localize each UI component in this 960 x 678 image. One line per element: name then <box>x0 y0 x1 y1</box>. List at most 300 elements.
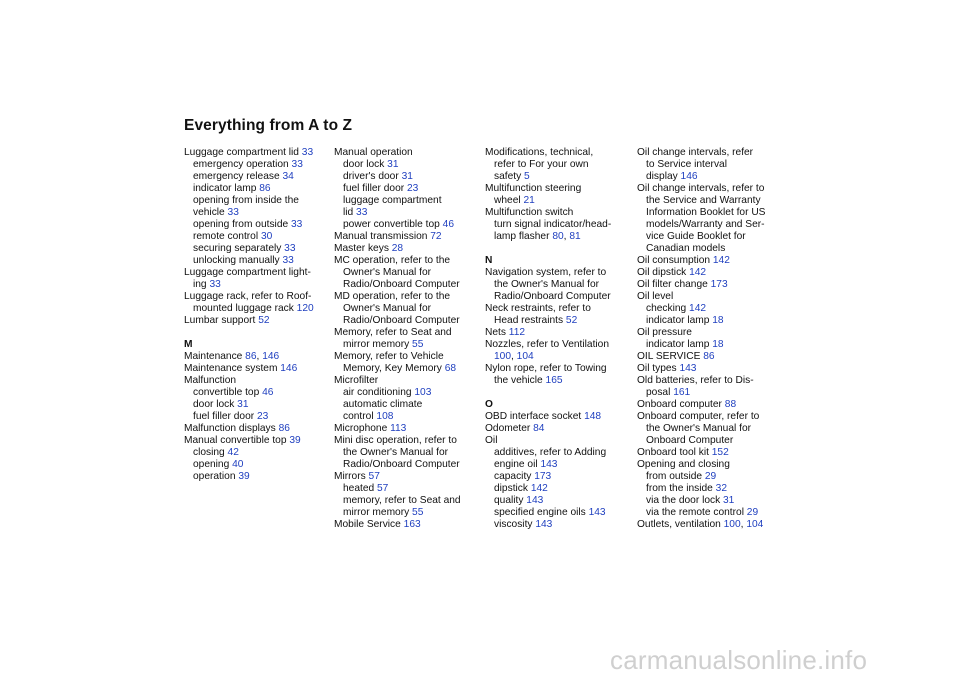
index-subentry <box>334 159 480 171</box>
page-link[interactable]: 152 <box>711 447 729 458</box>
entry-text: Onboard tool kit <box>637 447 712 458</box>
entry-text: display <box>646 171 681 182</box>
entry-text: Manual transmission <box>334 231 431 242</box>
index-subentry <box>485 471 631 483</box>
entry-text: control <box>343 411 377 422</box>
index-subentry <box>637 159 783 171</box>
page-link[interactable]: 143 <box>535 519 553 530</box>
page-link[interactable]: 33 <box>290 219 303 230</box>
index-subentry <box>485 351 631 363</box>
index-subentry <box>485 195 631 207</box>
index-subentry <box>184 471 330 483</box>
entry-text: Oil filter change <box>637 279 711 290</box>
page-link[interactable]: 68 <box>444 363 457 374</box>
index-subentry <box>485 519 631 531</box>
index-subentry <box>637 171 783 183</box>
page-link[interactable]: 112 <box>508 327 526 338</box>
index-entry <box>334 423 480 435</box>
entry-text: Oil dipstick <box>637 267 690 278</box>
page-link[interactable]: 5 <box>524 171 530 182</box>
page-link[interactable]: 86 <box>278 423 290 434</box>
page-link[interactable]: 100 <box>494 351 511 362</box>
entry-text: wheel <box>494 195 524 206</box>
index-subentry <box>334 495 480 507</box>
page-link[interactable]: 142 <box>689 303 707 314</box>
index-subentry <box>637 219 783 231</box>
index-subentry <box>184 447 330 459</box>
entry-text: Luggage rack, refer to Roof- <box>184 291 312 302</box>
index-subentry <box>184 387 330 399</box>
entry-text: vehicle <box>193 207 228 218</box>
index-entry <box>184 291 330 303</box>
index-entry <box>184 375 330 387</box>
page-link[interactable]: 86 <box>703 351 715 362</box>
page-link[interactable]: 143 <box>679 363 697 374</box>
entry-text: Master keys <box>334 243 392 254</box>
page-link[interactable]: 28 <box>391 243 404 254</box>
entry-text: Mobile Service <box>334 519 404 530</box>
entry-text: , <box>256 351 263 362</box>
page-link[interactable]: 39 <box>238 471 250 482</box>
page-link[interactable]: 146 <box>280 363 298 374</box>
index-subentry <box>637 483 783 495</box>
page-link[interactable]: 103 <box>414 387 432 398</box>
index-column-3 <box>485 147 631 531</box>
index-subentry <box>485 291 631 303</box>
index-entry <box>485 423 631 435</box>
index-subentry <box>184 279 330 291</box>
index-subentry <box>184 207 330 219</box>
index-subentry <box>184 219 330 231</box>
entry-text: engine oil <box>494 459 541 470</box>
index-entry <box>485 303 631 315</box>
index-subentry <box>334 339 480 351</box>
page-link[interactable]: 148 <box>584 411 602 422</box>
entry-text: Oil change intervals, refer to <box>637 183 765 194</box>
index-column-1 <box>184 147 330 483</box>
page-link[interactable]: 81 <box>569 231 581 242</box>
page-link[interactable]: 33 <box>291 159 303 170</box>
index-entry <box>637 267 783 279</box>
index-subentry <box>485 495 631 507</box>
entry-text: viscosity <box>494 519 536 530</box>
index-entry <box>485 411 631 423</box>
entry-text: posal <box>646 387 674 398</box>
page-link[interactable]: 142 <box>530 483 548 494</box>
index-entry <box>637 447 783 459</box>
index-subentry <box>637 423 783 435</box>
entry-text: Multifunction steering <box>485 183 582 194</box>
index-subentry <box>334 459 480 471</box>
index-entry <box>485 339 631 351</box>
page-link[interactable]: 84 <box>533 423 545 434</box>
page-link[interactable]: 100 <box>723 519 741 530</box>
entry-text: the Owner's Manual for <box>343 447 448 458</box>
index-subentry <box>334 195 480 207</box>
page-link[interactable]: 23 <box>407 183 419 194</box>
entry-text: Outlets, ventilation <box>637 519 724 530</box>
page-link[interactable]: 32 <box>715 483 727 494</box>
entry-text: fuel filler door <box>343 183 407 194</box>
index-subentry <box>334 447 480 459</box>
entry-text: automatic climate <box>343 399 423 410</box>
entry-text: safety <box>494 171 525 182</box>
index-subentry <box>334 171 480 183</box>
entry-text: quality <box>494 495 527 506</box>
page-link[interactable]: 80 <box>552 231 564 242</box>
page-link[interactable]: 57 <box>377 483 389 494</box>
index-subentry <box>334 279 480 291</box>
page-link[interactable]: 161 <box>673 387 691 398</box>
index-subentry <box>334 303 480 315</box>
entry-text: Microphone <box>334 423 391 434</box>
entry-text: emergency release <box>193 171 283 182</box>
index-entry <box>184 423 330 435</box>
index-entry <box>334 291 480 303</box>
page-link[interactable]: 31 <box>237 399 249 410</box>
page-link[interactable]: 143 <box>526 495 544 506</box>
entry-text: luggage compartment <box>343 195 442 206</box>
index-subentry <box>184 183 330 195</box>
index-entry <box>637 399 783 411</box>
entry-text: Opening and closing <box>637 459 730 470</box>
entry-text: door lock <box>343 159 388 170</box>
index-subentry <box>334 363 480 375</box>
page-link[interactable]: 33 <box>282 255 294 266</box>
page-link[interactable]: 18 <box>712 315 724 326</box>
page-link[interactable]: 173 <box>534 471 552 482</box>
page-link[interactable]: 86 <box>245 351 257 362</box>
index-subentry <box>485 483 631 495</box>
page-link[interactable]: 29 <box>704 471 717 482</box>
page-link[interactable]: 146 <box>680 171 698 182</box>
page-title: Everything from A to Z <box>184 117 353 134</box>
spacer <box>485 243 631 255</box>
entry-text: Modifications, technical, <box>485 147 594 158</box>
entry-text: fuel filler door <box>193 411 257 422</box>
entry-text: the Owner's Manual for <box>646 423 751 434</box>
page-link[interactable]: 31 <box>387 159 399 170</box>
index-subentry <box>184 399 330 411</box>
index-entry <box>334 375 480 387</box>
index-entry <box>637 459 783 471</box>
entry-text: via the door lock <box>646 495 724 506</box>
index-subentry <box>334 183 480 195</box>
index-entry <box>637 351 783 363</box>
entry-text: indicator lamp <box>646 339 713 350</box>
entry-text: Navigation system, refer to <box>485 267 607 278</box>
entry-text: Radio/Onboard Computer <box>343 459 460 470</box>
entry-text: door lock <box>193 399 238 410</box>
page-link[interactable]: 143 <box>588 507 606 518</box>
index-subentry <box>334 267 480 279</box>
index-subentry <box>334 207 480 219</box>
index-entry <box>637 363 783 375</box>
page-link[interactable]: 33 <box>356 207 368 218</box>
entry-text: Onboard Computer <box>646 435 734 446</box>
index-entry <box>334 351 480 363</box>
entry-text: OIL SERVICE <box>637 351 704 362</box>
index-subentry <box>184 459 330 471</box>
page-link[interactable]: 52 <box>565 315 578 326</box>
entry-text: mirror memory <box>343 507 413 518</box>
page-link[interactable]: 146 <box>262 351 280 362</box>
entry-text: Nets <box>485 327 509 338</box>
index-entry <box>637 327 783 339</box>
index-entry <box>334 327 480 339</box>
page-link[interactable]: 31 <box>401 171 413 182</box>
page-link[interactable]: 42 <box>227 447 239 458</box>
entry-text: Canadian models <box>646 243 726 254</box>
entry-text: Oil change intervals, refer <box>637 147 754 158</box>
entry-text: Microfilter <box>334 375 379 386</box>
page-link[interactable]: 72 <box>430 231 442 242</box>
page-link[interactable]: 88 <box>724 399 737 410</box>
entry-text: from the inside <box>646 483 716 494</box>
page-link[interactable]: 163 <box>403 519 421 530</box>
entry-text: opening from inside the <box>193 195 299 206</box>
index-entry <box>184 147 330 159</box>
entry-text: capacity <box>494 471 535 482</box>
index-entry <box>637 519 783 531</box>
page-link[interactable]: 29 <box>746 507 759 518</box>
entry-text: Owner's Manual for <box>343 267 432 278</box>
entry-text: Maintenance <box>184 351 246 362</box>
index-subentry <box>184 195 330 207</box>
page-link[interactable]: 40 <box>232 459 244 470</box>
entry-text: Malfunction <box>184 375 237 386</box>
index-entry <box>184 267 330 279</box>
page-link[interactable]: 33 <box>301 147 314 158</box>
index-entry <box>184 435 330 447</box>
index-subentry <box>334 411 480 423</box>
entry-text: power convertible top <box>343 219 443 230</box>
entry-text: Multifunction switch <box>485 207 574 218</box>
entry-text: Manual operation <box>334 147 413 158</box>
page-link[interactable]: 104 <box>746 519 764 530</box>
entry-text: models/Warranty and Ser- <box>646 219 765 230</box>
index-subentry <box>485 159 631 171</box>
entry-text: indicator lamp <box>646 315 713 326</box>
index-subentry <box>184 411 330 423</box>
index-subentry <box>334 507 480 519</box>
page-link[interactable]: 18 <box>712 339 724 350</box>
index-entry <box>334 231 480 243</box>
page-link[interactable]: 30 <box>260 231 273 242</box>
page-link[interactable]: 173 <box>710 279 728 290</box>
entry-text: opening from outside <box>193 219 291 230</box>
entry-text: memory, refer to Seat and <box>343 495 461 506</box>
page-link[interactable]: 55 <box>412 507 424 518</box>
index-entry <box>637 411 783 423</box>
page-link[interactable]: 57 <box>368 471 380 482</box>
index-subentry <box>485 279 631 291</box>
index-entry <box>485 363 631 375</box>
section-letter <box>184 339 330 351</box>
entry-text: vice Guide Booklet for <box>646 231 746 242</box>
entry-text: the vehicle <box>494 375 546 386</box>
entry-text: refer to For your own <box>494 159 589 170</box>
page-link[interactable]: 143 <box>540 459 558 470</box>
index-entry <box>334 519 480 531</box>
index-subentry <box>485 315 631 327</box>
index-subentry <box>485 459 631 471</box>
index-subentry <box>637 387 783 399</box>
spacer <box>184 327 330 339</box>
entry-text: Oil types <box>637 363 680 374</box>
index-subentry <box>637 303 783 315</box>
index-entry <box>637 255 783 267</box>
entry-text: Maintenance system <box>184 363 281 374</box>
entry-text: operation <box>193 471 239 482</box>
index-subentry <box>334 387 480 399</box>
page-link[interactable]: 104 <box>516 351 534 362</box>
entry-text: convertible top <box>193 387 263 398</box>
page-link[interactable]: 108 <box>376 411 394 422</box>
spacer <box>485 387 631 399</box>
entry-text: MD operation, refer to the <box>334 291 451 302</box>
page-link[interactable]: 39 <box>289 435 301 446</box>
index-entry <box>637 279 783 291</box>
index-subentry <box>485 219 631 231</box>
index-subentry <box>334 315 480 327</box>
entry-text: Neck restraints, refer to <box>485 303 591 314</box>
entry-text: remote control <box>193 231 261 242</box>
index-subentry <box>637 231 783 243</box>
entry-text: OBD interface socket <box>485 411 585 422</box>
section-letter-text: M <box>184 339 193 350</box>
index-subentry <box>637 243 783 255</box>
index-subentry <box>637 195 783 207</box>
index-subentry <box>334 219 480 231</box>
entry-text: turn signal indicator/head- <box>494 219 612 230</box>
entry-text: dipstick <box>494 483 531 494</box>
page-link[interactable]: 34 <box>282 171 294 182</box>
page-link[interactable]: 46 <box>442 219 455 230</box>
index-subentry <box>184 159 330 171</box>
index-column-4 <box>637 147 783 531</box>
index-subentry <box>637 339 783 351</box>
index-subentry <box>637 315 783 327</box>
entry-text: Memory, refer to Vehicle <box>334 351 444 362</box>
index-entry <box>334 255 480 267</box>
entry-text: opening <box>193 459 233 470</box>
entry-text: Memory, refer to Seat and <box>334 327 452 338</box>
entry-text: air conditioning <box>343 387 415 398</box>
index-column-2 <box>334 147 480 531</box>
entry-text: mounted luggage rack <box>193 303 297 314</box>
page-link[interactable]: 33 <box>209 279 221 290</box>
index-subentry <box>184 243 330 255</box>
entry-text: Mirrors <box>334 471 369 482</box>
entry-text: via the remote control <box>646 507 747 518</box>
entry-text: to Service interval <box>646 159 727 170</box>
index-entry <box>485 435 631 447</box>
index-entry <box>334 471 480 483</box>
entry-text: lid <box>343 207 357 218</box>
entry-text: Oil pressure <box>637 327 692 338</box>
page-link[interactable]: 142 <box>689 267 707 278</box>
index-subentry <box>485 507 631 519</box>
index-entry <box>485 183 631 195</box>
entry-text: Oil level <box>637 291 674 302</box>
section-letter-text: N <box>485 255 493 266</box>
index-subentry <box>334 399 480 411</box>
entry-text: MC operation, refer to the <box>334 255 451 266</box>
entry-text: Malfunction displays <box>184 423 279 434</box>
section-letter <box>485 255 631 267</box>
index-subentry <box>184 171 330 183</box>
index-subentry <box>637 207 783 219</box>
entry-text: Radio/Onboard Computer <box>343 315 460 326</box>
page-link[interactable]: 165 <box>545 375 563 386</box>
page-link[interactable]: 23 <box>257 411 269 422</box>
entry-text: , <box>740 519 747 530</box>
entry-text: the Owner's Manual for <box>494 279 599 290</box>
index-subentry <box>485 231 631 243</box>
entry-text: checking <box>646 303 690 314</box>
index-entry <box>637 183 783 195</box>
section-letter <box>485 399 631 411</box>
page-link[interactable]: 21 <box>523 195 535 206</box>
index-entry <box>637 147 783 159</box>
index-entry <box>485 147 631 159</box>
page-link[interactable]: 55 <box>412 339 424 350</box>
page-link[interactable]: 142 <box>712 255 730 266</box>
index-entry <box>637 375 783 387</box>
page-link[interactable]: 33 <box>284 243 296 254</box>
index-subentry <box>334 483 480 495</box>
index-subentry <box>184 255 330 267</box>
page-link[interactable]: 31 <box>723 495 735 506</box>
entry-text: Nozzles, refer to Ventilation <box>485 339 610 350</box>
index-subentry <box>637 495 783 507</box>
index-subentry <box>485 447 631 459</box>
index-subentry <box>485 171 631 183</box>
index-subentry <box>485 375 631 387</box>
page-link[interactable]: 113 <box>390 423 407 434</box>
entry-text: specified engine oils <box>494 507 589 518</box>
entry-text: ing <box>193 279 210 290</box>
entry-text: Nylon rope, refer to Towing <box>485 363 607 374</box>
index-entry <box>334 147 480 159</box>
index-entry <box>184 351 330 363</box>
entry-text: Oil consumption <box>637 255 713 266</box>
page-link[interactable]: 86 <box>259 183 271 194</box>
entry-text: Manual convertible top <box>184 435 290 446</box>
entry-text: Oil <box>485 435 498 446</box>
index-subentry <box>637 435 783 447</box>
entry-text: Memory, Key Memory <box>343 363 445 374</box>
section-letter-text: O <box>485 399 493 410</box>
page-link[interactable]: 33 <box>227 207 239 218</box>
page-link[interactable]: 52 <box>258 315 270 326</box>
page-link[interactable]: 120 <box>296 303 314 314</box>
index-subentry <box>637 471 783 483</box>
page-link[interactable]: 46 <box>262 387 274 398</box>
entry-text: Mini disc operation, refer to <box>334 435 457 446</box>
entry-text: Odometer <box>485 423 534 434</box>
entry-text: heated <box>343 483 377 494</box>
index-subentry <box>637 507 783 519</box>
entry-text: Radio/Onboard Computer <box>494 291 611 302</box>
entry-text: Luggage compartment lid <box>184 147 302 158</box>
entry-text: Radio/Onboard Computer <box>343 279 460 290</box>
entry-text: Information Booklet for US <box>646 207 766 218</box>
entry-text: Owner's Manual for <box>343 303 432 314</box>
watermark: carmanualsonline.info <box>610 645 868 675</box>
entry-text: the Service and Warranty <box>646 195 761 206</box>
